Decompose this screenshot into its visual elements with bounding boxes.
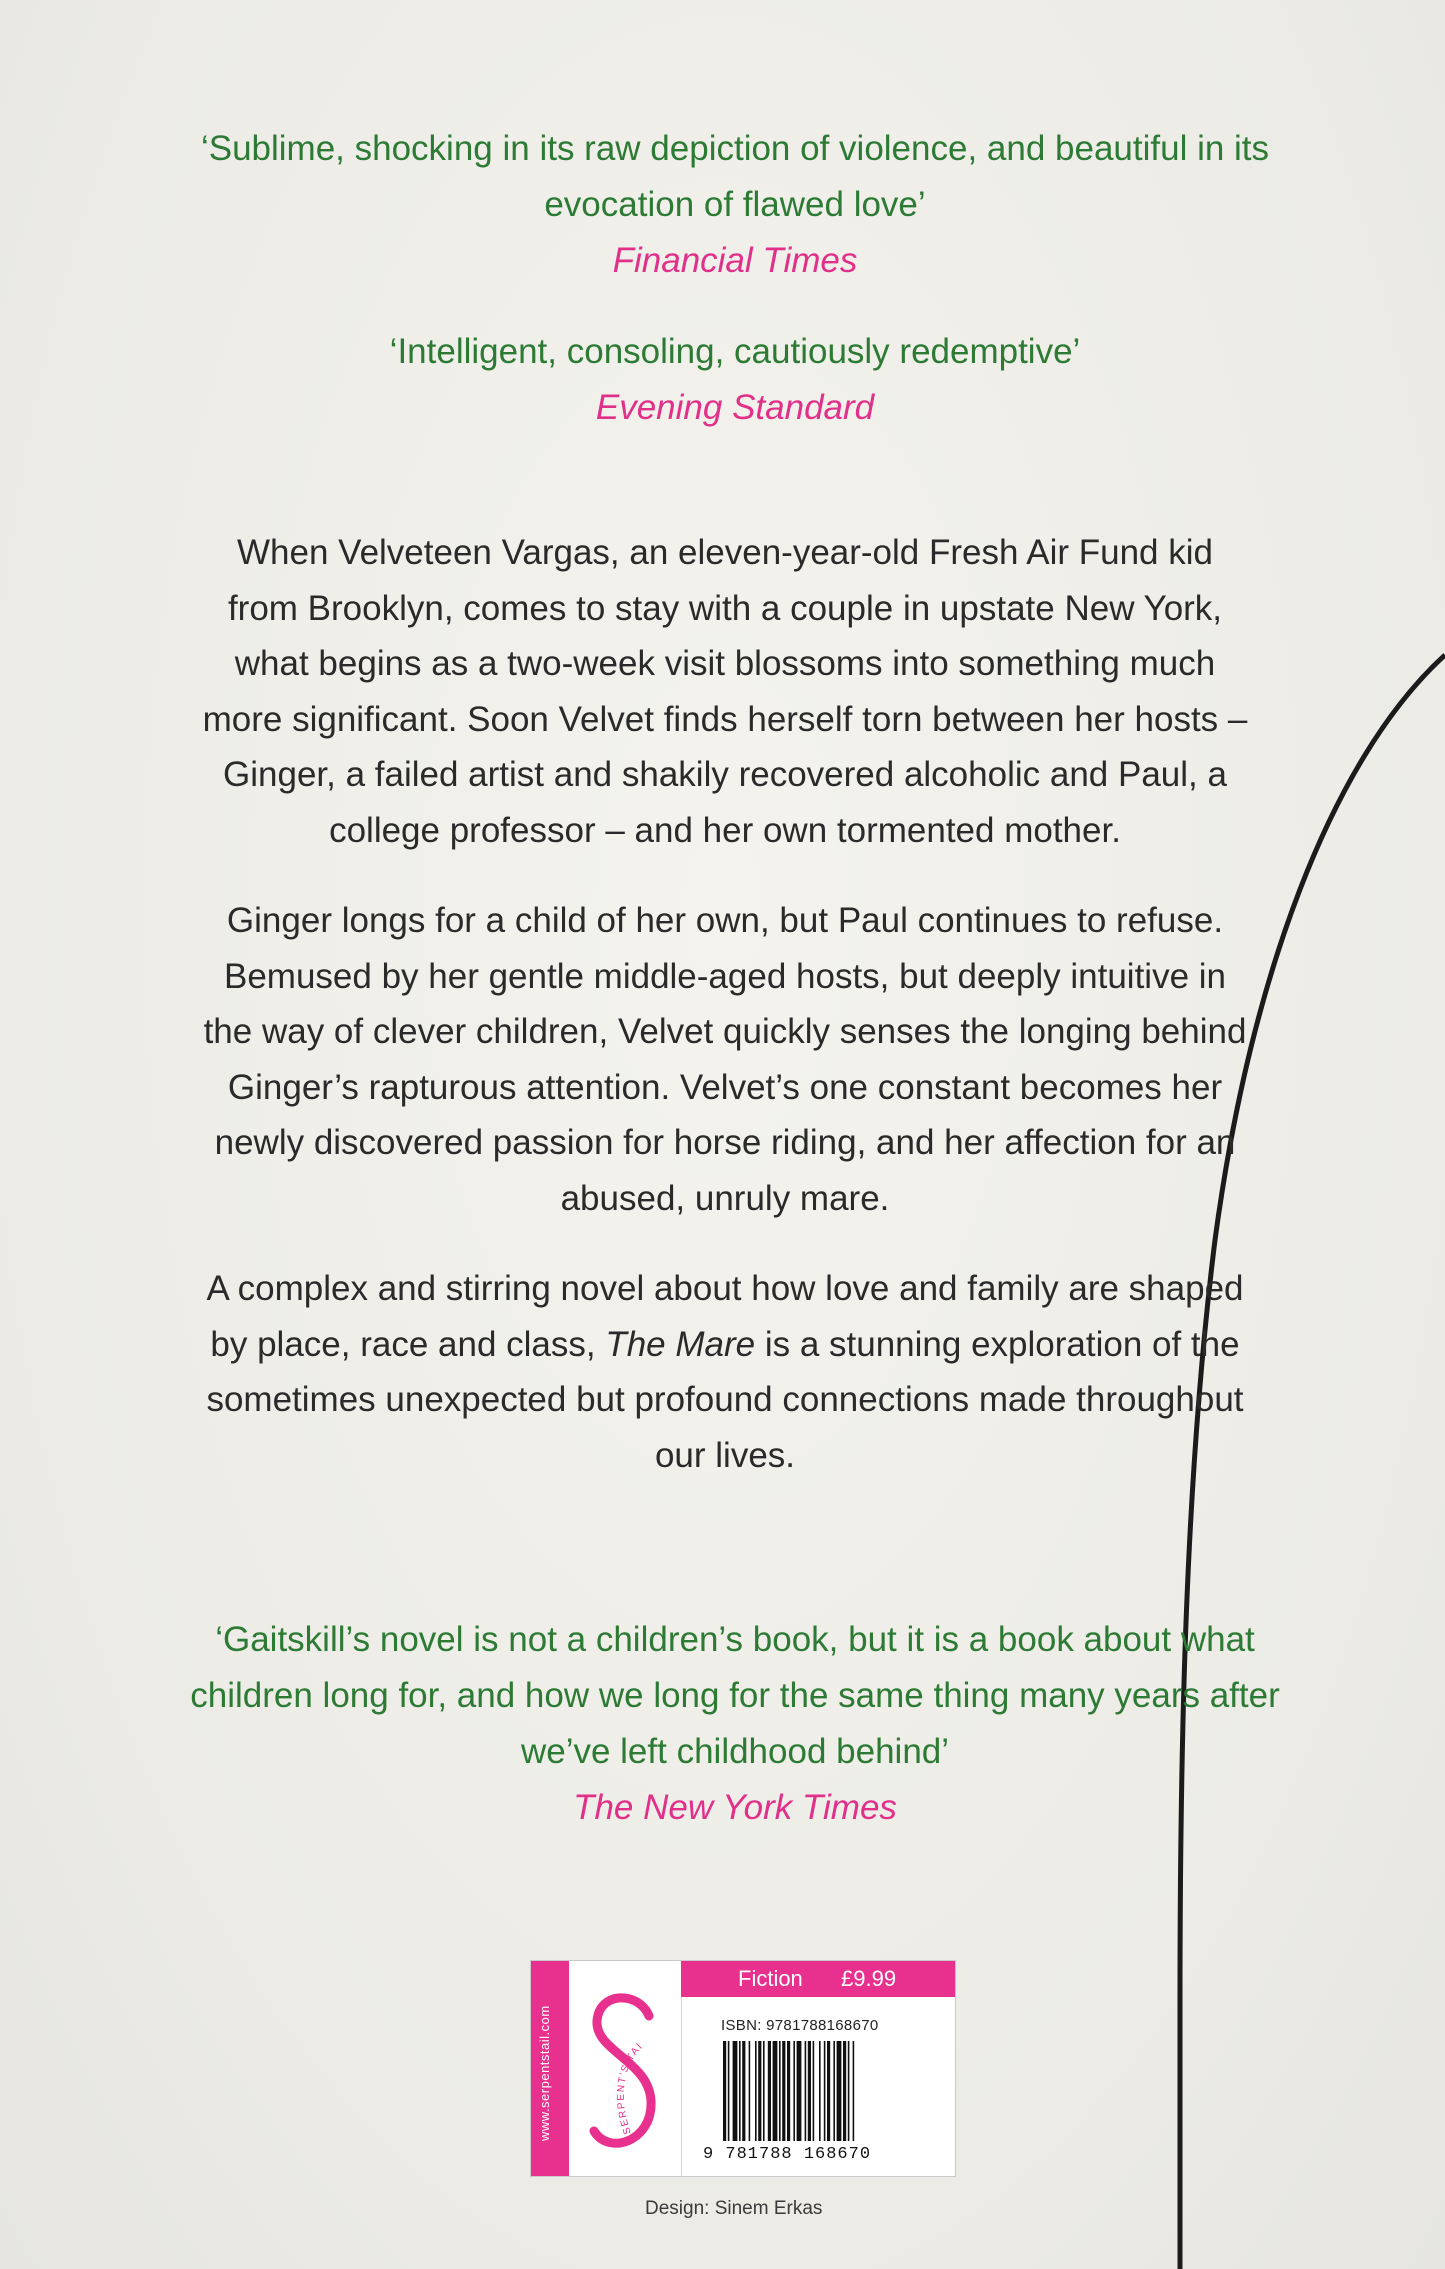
- blurb-paragraph-3: [200, 1261, 1250, 1483]
- quote-text: ‘Gaitskill’s novel is not a children’s book, but it is a book about what children long for, and how we long for the same thing many years after we’ve left childhood behind’: [190, 1620, 1280, 1771]
- price-label: £9.99: [841, 1966, 897, 1991]
- barcode-icon: [721, 2041, 911, 2141]
- publisher-strip: [531, 1961, 569, 2176]
- genre-label: Fiction: [738, 1966, 803, 1991]
- barcode-panel: [530, 1960, 956, 2177]
- barcode-digits: 9 781788 168670: [703, 2145, 872, 2164]
- quote-text: ‘Sublime, shocking in its raw depiction of violence, and beautiful in its evocation of flawed love’: [200, 129, 1270, 224]
- review-quote-evening-standard: [190, 324, 1280, 436]
- quote-source: Evening Standard: [595, 388, 875, 427]
- price-bar: [681, 1961, 955, 1997]
- book-title-italic: The Mare: [605, 1324, 756, 1364]
- publisher-logo: [569, 1961, 682, 2176]
- publisher-logo-text: SERPENT'S TAI: [615, 2040, 646, 2136]
- quote-source: The New York Times: [573, 1788, 897, 1827]
- blurb-paragraph-3-end: is a stunning exploration of the sometimes unexpected but profound connections made throughout our lives.: [206, 1324, 1244, 1475]
- quote-source: Financial Times: [612, 241, 858, 280]
- blurb-paragraph-1: When Velveteen Vargas, an eleven-year-old Fresh Air Fund kid from Brooklyn, comes to stay with a couple in upstate New York, what begins as a two-week visit blossoms into something much more significant. Soon Velvet finds herself torn between her hosts – Ginger, a failed artist and shakily recovered alcoholic and Paul, a college professor – and her own tormented mother.: [202, 533, 1248, 850]
- review-quote-financial-times: [190, 121, 1280, 289]
- isbn-label: ISBN: 9781788168670: [721, 2017, 879, 2034]
- review-quote-new-york-times: [190, 1612, 1280, 1836]
- design-credit: Design: Sinem Erkas: [645, 2198, 823, 2219]
- serpents-tail-logo-icon: [569, 1961, 681, 2176]
- blurb-paragraph-2: Ginger longs for a child of her own, but Paul continues to refuse. Bemused by her gentle middle-aged hosts, but deeply intuitive in the way of clever children, Velvet quickly senses the longing behind Ginger’s rapturous attention. Velvet’s one constant becomes her newly discovered passion for horse riding, and her affection for an abused, unruly mare.: [203, 901, 1247, 1218]
- book-blurb: [200, 525, 1250, 1518]
- blurb-paragraph-3-start: A complex and stirring novel about how love and family are shaped by place, race and class,: [206, 1269, 1244, 1364]
- quote-text: ‘Intelligent, consoling, cautiously redemptive’: [389, 332, 1081, 371]
- publisher-url: www.serpentstail.com: [537, 2005, 552, 2141]
